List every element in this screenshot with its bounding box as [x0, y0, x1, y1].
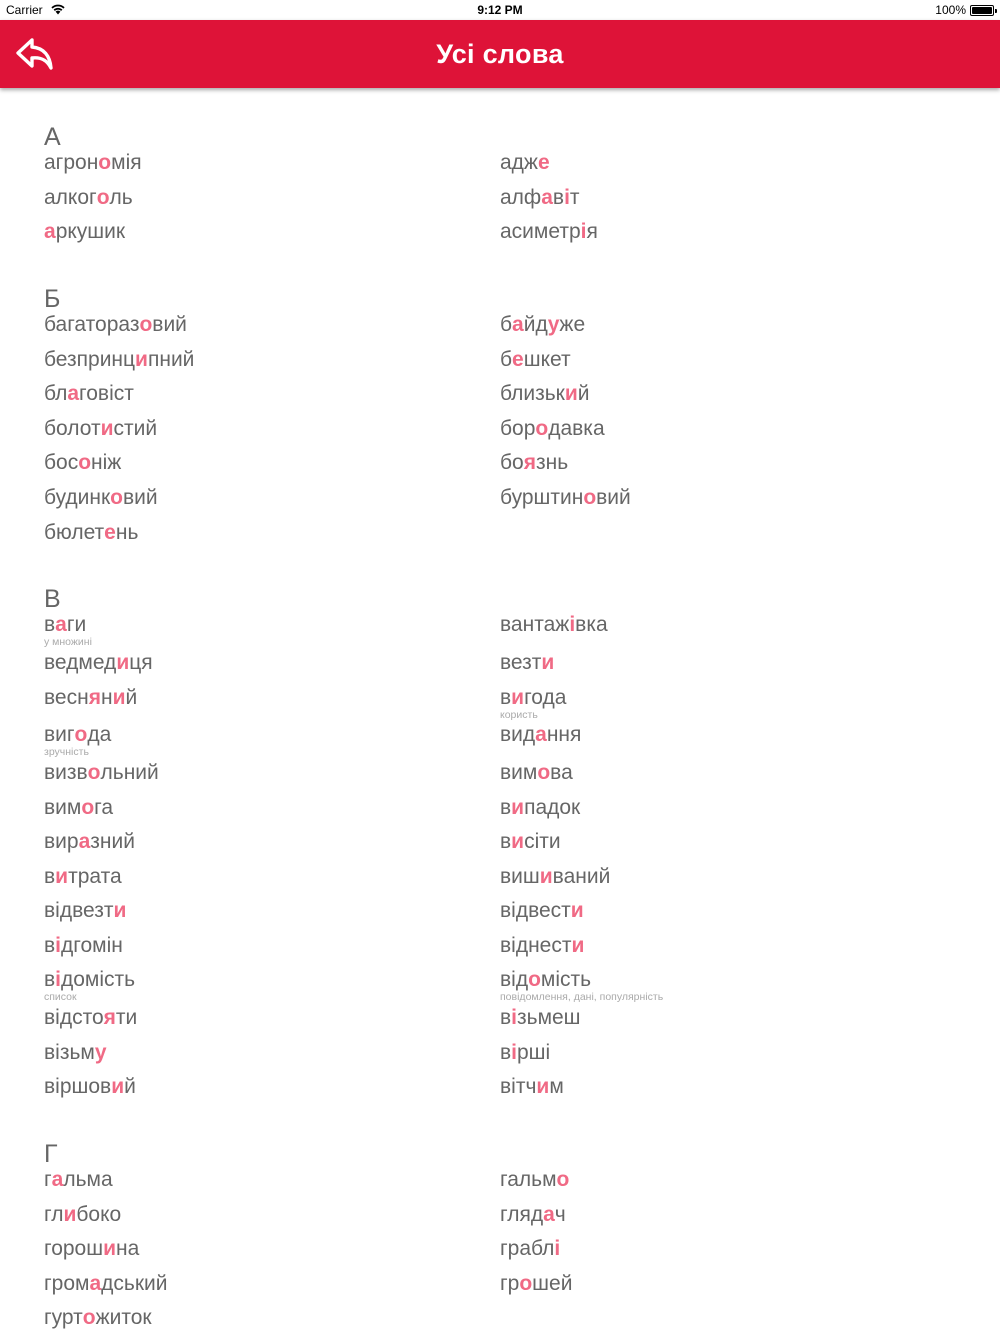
word-text: вий [122, 486, 158, 509]
word-item[interactable] [44, 830, 135, 854]
word-text: вантаж [500, 613, 570, 636]
word-item[interactable] [500, 761, 573, 785]
word-text: болот [44, 416, 101, 440]
word-item[interactable] [44, 486, 158, 510]
word-item[interactable] [44, 1272, 168, 1296]
word-text: в [500, 830, 512, 853]
word-item[interactable] [500, 451, 568, 475]
word-text: в [552, 185, 565, 209]
stress-letter: и [539, 865, 553, 888]
word-text: т [569, 185, 580, 209]
word-text: будинк [44, 486, 111, 509]
word-text: м [549, 1075, 564, 1098]
stress-letter: і [511, 1041, 517, 1064]
stress-letter: я [103, 1006, 116, 1029]
word-text: в [500, 796, 512, 819]
word-text: й [124, 1075, 136, 1098]
stress-letter: а [78, 830, 91, 853]
stress-letter: о [556, 1168, 570, 1191]
word-item[interactable] [500, 1237, 560, 1261]
word-text: дський [101, 1271, 168, 1295]
stress-letter: о [519, 1271, 533, 1295]
word-text: в [500, 1006, 512, 1029]
word-text: відвезт [44, 899, 114, 922]
word-text: зний [90, 830, 135, 853]
word-note: користь [500, 709, 538, 721]
word-text: ти [115, 1006, 138, 1029]
word-item[interactable] [500, 486, 631, 510]
stress-letter: а [541, 185, 553, 209]
stress-letter: и [116, 651, 130, 674]
word-text: н [100, 686, 113, 709]
word-item[interactable] [44, 613, 92, 648]
word-item[interactable] [500, 1041, 550, 1065]
word-text: горош [44, 1237, 104, 1261]
word-text: льма [63, 1168, 113, 1191]
clock: 9:12 PM [477, 3, 523, 17]
word-text: да [87, 723, 112, 746]
word-item[interactable] [500, 417, 605, 441]
word-text: гляд [500, 1202, 544, 1226]
stress-letter: и [571, 934, 585, 957]
word-text: боко [76, 1202, 122, 1226]
word-text: стий [113, 416, 158, 440]
word-text: ль [109, 185, 133, 209]
word-text: зьмеш [517, 1006, 581, 1029]
stress-letter: о [98, 151, 112, 174]
word-text: близьк [500, 382, 565, 406]
word-item[interactable] [44, 417, 157, 441]
word-text: виш [500, 865, 540, 888]
stress-letter: о [81, 796, 95, 819]
stress-letter: а [543, 1202, 555, 1226]
word-text: бл [44, 382, 68, 406]
word-item[interactable] [500, 1203, 566, 1227]
stress-letter: и [55, 865, 69, 888]
stress-letter: а [512, 313, 524, 336]
stress-letter: и [100, 416, 114, 440]
word-text: визв [44, 761, 88, 784]
word-text: гром [44, 1271, 90, 1295]
word-text: безпринц [44, 347, 136, 371]
word-item[interactable] [500, 796, 580, 820]
stress-letter: и [511, 796, 525, 819]
word-text: я [586, 220, 598, 244]
stress-letter: а [89, 1271, 102, 1295]
word-item[interactable] [44, 521, 138, 545]
word-item[interactable] [44, 348, 194, 372]
word-item[interactable] [500, 865, 610, 889]
word-item[interactable] [44, 151, 142, 175]
stress-letter: и [103, 1237, 117, 1261]
battery-icon [970, 5, 994, 16]
stress-letter: е [104, 520, 116, 544]
stress-letter: о [583, 486, 597, 509]
stress-letter: і [569, 613, 576, 636]
word-item[interactable] [500, 686, 567, 721]
word-item[interactable] [44, 686, 137, 710]
word-text: льний [100, 761, 159, 784]
word-item[interactable] [44, 220, 125, 244]
word-text: знь [535, 451, 569, 475]
word-text: в [44, 968, 56, 991]
word-item[interactable] [44, 1168, 113, 1192]
word-text: й [125, 686, 138, 709]
word-text: падок [524, 796, 581, 819]
word-text: шкет [523, 347, 571, 371]
word-text: весн [44, 686, 89, 709]
word-text: ваний [552, 865, 611, 888]
stress-letter: и [564, 382, 578, 406]
word-text: вир [44, 830, 79, 853]
stress-letter: у [94, 1041, 107, 1064]
word-text: вим [44, 796, 82, 819]
stress-letter: і [511, 1006, 517, 1029]
word-text: мість [540, 968, 592, 991]
word-text: вим [500, 761, 538, 784]
word-text: вий [596, 486, 631, 509]
word-item[interactable] [44, 934, 123, 958]
word-text: ця [129, 651, 153, 674]
stress-letter: а [535, 723, 547, 746]
word-item[interactable] [500, 934, 584, 958]
stress-letter: и [511, 830, 525, 853]
word-item[interactable] [500, 382, 589, 406]
word-note: список [44, 991, 77, 1003]
word-text: бурштин [500, 486, 584, 509]
stress-letter: я [88, 686, 101, 709]
stress-letter: о [82, 1306, 96, 1330]
stress-letter: е [512, 347, 524, 371]
stress-letter: и [112, 686, 126, 709]
word-text: віршов [44, 1075, 112, 1098]
word-text: вка [575, 613, 608, 636]
word-text: бо [500, 451, 524, 475]
word-note: повідомлення, дані, популярність [500, 991, 664, 1003]
stress-letter: о [110, 486, 123, 509]
carrier-label: Carrier [6, 3, 43, 17]
word-text: дгомін [61, 934, 123, 957]
word-text: б [500, 313, 513, 336]
stress-letter: у [547, 313, 560, 336]
word-item[interactable] [44, 899, 126, 923]
word-text: ч [554, 1202, 566, 1226]
stress-letter: о [537, 761, 551, 784]
word-text: йд [523, 313, 548, 336]
word-text: виг [44, 723, 75, 746]
page-title: Усі слова [436, 39, 564, 69]
word-item[interactable] [44, 723, 112, 758]
stress-letter: и [570, 899, 584, 922]
word-text: від [500, 968, 529, 991]
word-text: мія [111, 151, 142, 174]
stress-letter: е [537, 151, 550, 174]
stress-letter: о [139, 313, 153, 336]
word-text: года [524, 686, 567, 709]
word-text: ведмед [44, 651, 117, 674]
word-item[interactable] [500, 151, 550, 175]
word-text: пний [147, 347, 195, 371]
word-text: житок [95, 1306, 152, 1330]
word-note: у множині [44, 636, 92, 648]
word-item[interactable] [44, 1075, 136, 1099]
word-text: відсто [44, 1006, 104, 1029]
section-letter: В [44, 585, 61, 613]
stress-letter: а [55, 613, 67, 636]
word-text: сіти [524, 830, 561, 853]
word-text: шей [532, 1271, 573, 1295]
stress-letter: о [87, 761, 101, 784]
stress-letter: і [55, 934, 61, 957]
word-item[interactable] [44, 761, 159, 785]
word-text: ння [546, 723, 582, 746]
word-text: говіст [79, 382, 134, 406]
stress-letter: о [78, 451, 92, 475]
word-text: асиметр [500, 220, 581, 244]
word-item[interactable] [500, 220, 598, 244]
word-item[interactable] [500, 1075, 564, 1099]
word-item[interactable] [500, 651, 554, 675]
word-item[interactable] [44, 1041, 107, 1065]
stress-letter: о [528, 968, 541, 991]
word-item[interactable] [500, 830, 561, 854]
stress-letter: и [536, 1075, 550, 1098]
stress-letter: и [63, 1202, 77, 1226]
word-text: г [44, 1168, 52, 1191]
word-text: алког [44, 185, 97, 209]
stress-letter: а [67, 382, 80, 406]
word-text: вітч [500, 1075, 537, 1098]
stress-letter: и [541, 651, 555, 674]
stress-letter: я [523, 451, 536, 475]
word-text: бор [500, 416, 536, 440]
word-item[interactable] [500, 968, 664, 1003]
word-text: в [44, 865, 56, 888]
stress-letter: и [111, 1075, 125, 1098]
word-text: вид [500, 723, 536, 746]
word-item[interactable] [44, 651, 153, 675]
word-text: трата [68, 865, 122, 888]
word-text: домість [61, 968, 136, 991]
word-text: на [116, 1237, 140, 1261]
word-text: ва [550, 761, 573, 784]
word-item[interactable] [500, 313, 585, 337]
word-item[interactable] [500, 186, 580, 210]
battery-percentage: 100% [935, 3, 966, 17]
word-text: адж [500, 151, 538, 174]
word-text: ги [66, 613, 87, 636]
word-text: в [500, 686, 512, 709]
stress-letter: и [113, 899, 127, 922]
stress-letter: о [74, 723, 88, 746]
word-item[interactable] [44, 968, 136, 1003]
word-item[interactable] [500, 613, 608, 637]
word-text: в [44, 613, 56, 636]
status-bar [0, 0, 1000, 20]
word-text: ніж [91, 451, 122, 475]
word-item[interactable] [44, 796, 113, 820]
word-text: грабл [500, 1237, 555, 1261]
stress-letter: и [511, 686, 525, 709]
word-item[interactable] [44, 1006, 137, 1030]
word-text: відвест [500, 899, 571, 922]
word-item[interactable] [44, 382, 134, 406]
stress-letter: о [535, 416, 549, 440]
section-letter: Г [44, 1140, 58, 1168]
word-text: давка [548, 416, 605, 440]
word-item[interactable] [500, 1168, 569, 1192]
word-text: й [577, 382, 590, 406]
word-item[interactable] [500, 723, 581, 747]
word-text: га [94, 796, 114, 819]
word-item[interactable] [500, 1272, 572, 1296]
section-letter: А [44, 123, 61, 151]
word-text: нь [115, 520, 139, 544]
word-text: вий [152, 313, 187, 336]
stress-letter: о [96, 185, 110, 209]
word-item[interactable] [500, 1006, 581, 1030]
stress-letter: і [554, 1237, 561, 1261]
word-text: агрон [44, 151, 99, 174]
word-text: багатораз [44, 313, 140, 336]
word-text: в [44, 934, 56, 957]
stress-letter: і [55, 968, 61, 991]
word-item[interactable] [44, 1237, 139, 1261]
word-text: алф [500, 185, 542, 209]
word-text: візьм [44, 1041, 95, 1064]
word-text: в [500, 1041, 512, 1064]
section-letter: Б [44, 285, 61, 313]
word-text: гр [500, 1271, 520, 1295]
word-text: же [559, 313, 586, 336]
word-text: б [500, 347, 513, 371]
word-text: гальм [500, 1168, 557, 1191]
word-text: везт [500, 651, 542, 674]
word-item[interactable] [44, 865, 122, 889]
stress-letter: і [564, 185, 570, 209]
navigation-bar [0, 20, 1000, 88]
word-text: віднест [500, 934, 572, 957]
word-item[interactable] [500, 348, 571, 372]
word-text: гурт [44, 1306, 83, 1330]
word-note: зручність [44, 746, 89, 758]
word-item[interactable] [44, 451, 121, 475]
stress-letter: и [135, 347, 148, 371]
word-item[interactable] [44, 186, 133, 210]
word-text: гл [44, 1202, 64, 1226]
word-item[interactable] [44, 1203, 121, 1227]
word-text: бос [44, 451, 79, 475]
word-text: бюлет [44, 520, 105, 544]
word-item[interactable] [44, 1306, 152, 1330]
stress-letter: і [580, 220, 587, 244]
stress-letter: а [44, 220, 56, 244]
stress-letter: а [51, 1168, 64, 1191]
word-text: рші [517, 1041, 551, 1064]
word-item[interactable] [44, 313, 187, 337]
word-text: ркушик [55, 220, 126, 244]
word-item[interactable] [500, 899, 584, 923]
